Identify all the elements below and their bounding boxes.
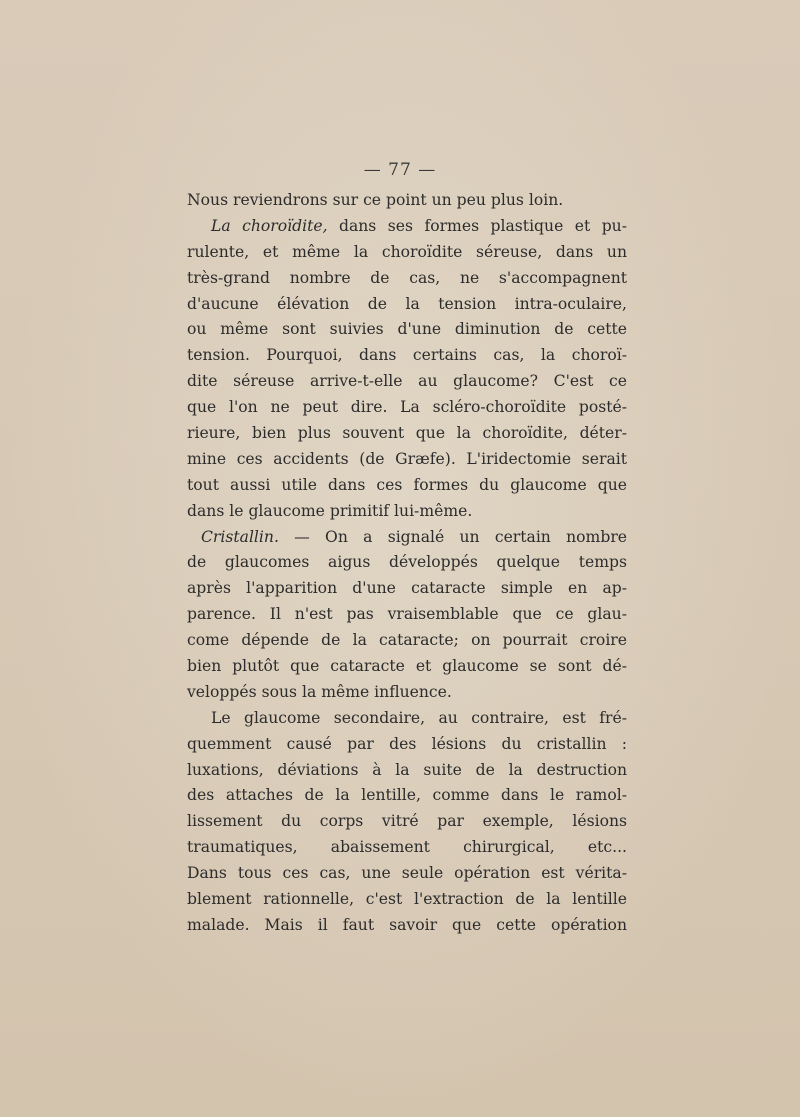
line-text: rulente, et même la choroïdite séreuse, dans un (187, 242, 627, 261)
text-line (187, 499, 627, 525)
text-line (187, 732, 627, 758)
text-line (187, 550, 627, 576)
line-text: malade. Mais il faut savoir que cette opération (187, 915, 627, 934)
text-line (187, 343, 627, 369)
line-text: blement rationnelle, c'est l'extraction de la lentille (187, 890, 627, 909)
line-text: luxations, déviations à la suite de la destruction (187, 760, 627, 779)
text-line (187, 861, 627, 887)
line-text: Nous reviendrons sur ce point un peu plus loin. (187, 191, 564, 209)
text-line (187, 628, 627, 654)
text-line (187, 809, 627, 835)
line-text: quemment causé par des lésions du cristallin : (187, 734, 627, 753)
line-text: dans ses formes plastique et pu- (327, 216, 627, 235)
text-line (187, 317, 627, 343)
line-text: — On a signalé un certain nombre (278, 527, 627, 546)
line-text: Dans tous ces cas, une seule opération est vérita- (187, 864, 627, 883)
text-line (187, 913, 627, 939)
line-text: mine ces accidents (de Græfe). L'iridectomie serait (187, 449, 627, 468)
text-line (187, 188, 627, 214)
text-line (187, 835, 627, 861)
text-line (187, 783, 627, 809)
line-text: d'aucune élévation de la tension intra-oculaire, (187, 294, 627, 313)
line-text: veloppés sous la même influence. (187, 682, 452, 701)
line-text: après l'apparition d'une cataracte simple en ap- (187, 579, 627, 598)
text-line (187, 887, 627, 913)
text-line (187, 654, 627, 680)
line-text: rieure, bien plus souvent que la choroïdite, déter- (187, 424, 627, 443)
text-line (187, 369, 627, 395)
line-text: des attaches de la lentille, comme dans le ramol- (187, 786, 627, 805)
italic-heading: Cristallin. (201, 527, 279, 546)
line-text: tension. Pourquoi, dans certains cas, la choroï- (187, 346, 627, 365)
text-line (187, 758, 627, 784)
page-number: — 77 — (363, 160, 437, 180)
text-line (187, 576, 627, 602)
text-line (187, 447, 627, 473)
text-line (187, 421, 627, 447)
text-line (187, 395, 627, 421)
text-line (187, 525, 627, 551)
text-line (187, 292, 627, 318)
text-line (187, 266, 627, 292)
line-text: que l'on ne peut dire. La scléro-choroïdite posté- (187, 398, 627, 417)
text-line (187, 602, 627, 628)
text-line (187, 680, 627, 706)
text-line (187, 214, 627, 240)
line-text: très-grand nombre de cas, ne s'accompagnent (187, 268, 627, 287)
line-text: dite séreuse arrive-t-elle au glaucome? C'est ce (187, 372, 627, 391)
line-text: Le glaucome secondaire, au contraire, est fré- (211, 708, 627, 727)
text-line (187, 240, 627, 266)
text-line (187, 706, 627, 732)
line-text: dans le glaucome primitif lui-même. (187, 501, 473, 520)
body-text (187, 188, 627, 939)
italic-heading: La choroïdite, (211, 216, 328, 235)
line-text: come dépende de la cataracte; on pourrait croire (187, 631, 627, 650)
line-text: traumatiques, abaissement chirurgical, etc... (187, 838, 627, 857)
text-line (187, 473, 627, 499)
line-text: de glaucomes aigus développés quelque temps (187, 553, 627, 572)
line-text: parence. Il n'est pas vraisemblable que ce glau- (187, 605, 627, 624)
line-text: ou même sont suivies d'une diminution de cette (187, 320, 627, 339)
line-text: tout aussi utile dans ces formes du glaucome que (187, 475, 627, 494)
line-text: lissement du corps vitré par exemple, lésions (187, 812, 627, 831)
line-text: bien plutôt que cataracte et glaucome se sont dé- (187, 657, 627, 676)
